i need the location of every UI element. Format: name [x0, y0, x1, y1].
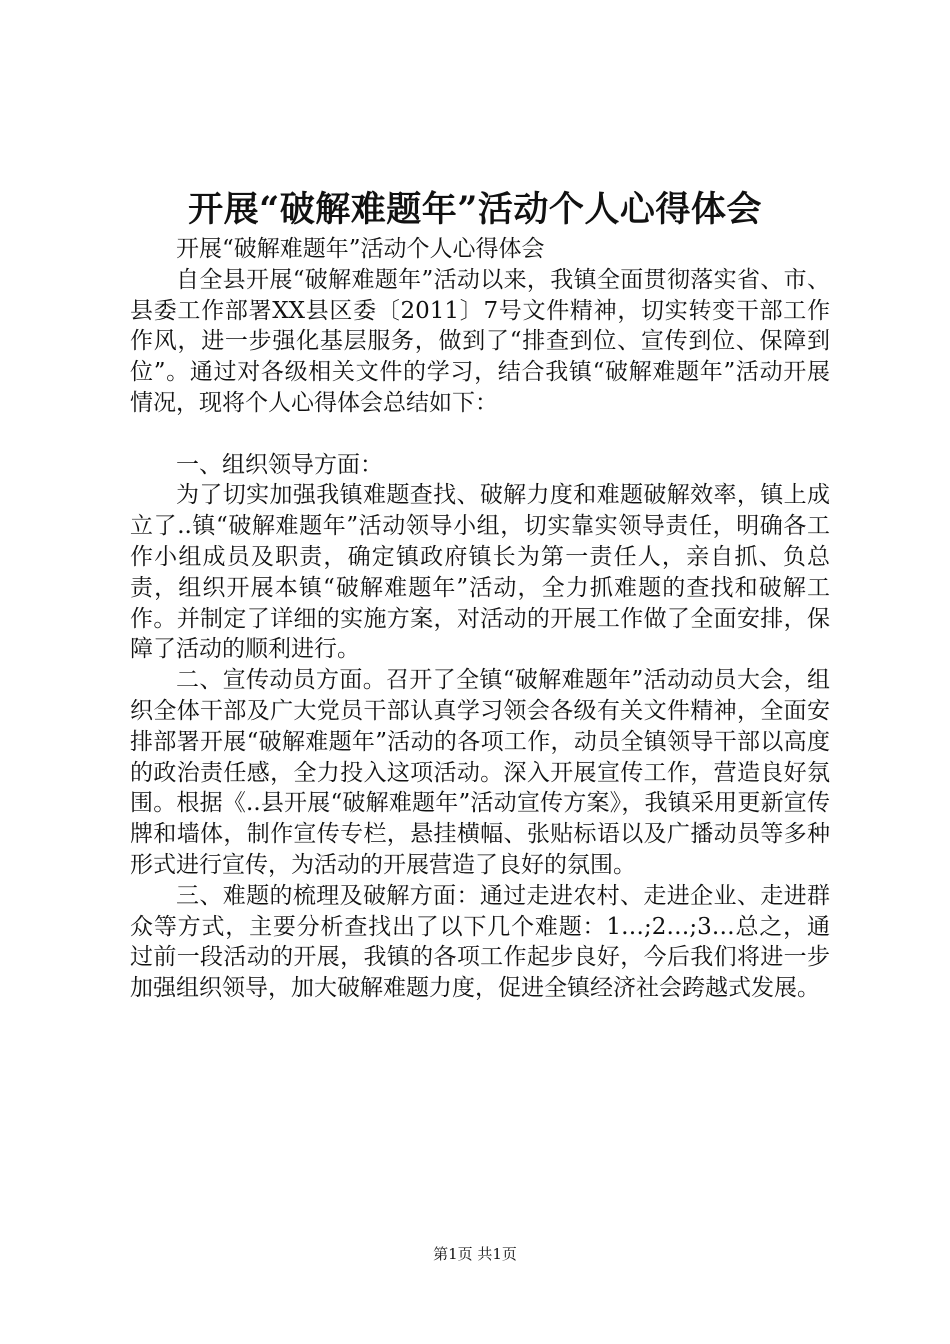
subtitle-line: 开展“破解难题年”活动个人心得体会 — [176, 236, 545, 262]
section-heading-organization: 一、组织领导方面： — [176, 451, 383, 478]
paragraph-intro: 自全县开展“破解难题年”活动以来，我镇全面贯彻落实省、市、县委工作部署XX县区委〔2011〕7号文件精神，切实转变干部工作作风，进一步强化基层服务，做到了“排查到位、宣传到位、保障到位”。通过对各级相关文件的学习，结合我镇“破解难题年”活动开展情况，现将个人心得体会总结如下： — [130, 266, 830, 416]
paragraph-gap — [130, 419, 830, 450]
paragraph-organization: 为了切实加强我镇难题查找、破解力度和难题破解效率，镇上成立了..镇“破解难题年”活动领导小组，切实靠实领导责任，明确各工作小组成员及职责，确定镇政府镇长为第一责任人，亲自抓、负总责，组织开展本镇“破解难题年”活动，全力抓难题的查找和破解工作。并制定了详细的实施方案，对活动的开展工作做了全面安排，保障了活动的顺利进行。 — [130, 482, 830, 663]
paragraph-publicity: 二、宣传动员方面。召开了全镇“破解难题年”活动动员大会，组织全体干部及广大党员干部认真学习领会各级有关文件精神，全面安排部署开展“破解难题年”活动的各项工作，动员全镇领导干部以高度的政治责任感，全力投入这项活动。深入开展宣传工作，营造良好氛围。根据《..县开展“破解难题年”活动宣传方案》，我镇采用更新宣传牌和墙体，制作宣传专栏，悬挂横幅、张贴标语以及广播动员等多种形式进行宣传，为活动的开展营造了良好的氛围。 — [130, 667, 830, 878]
document-title: 开展“破解难题年”活动个人心得体会 — [188, 189, 762, 230]
paragraph-problems: 三、难题的梳理及破解方面：通过走进农村、走进企业、走进群众等方式，主要分析查找出了以下几个难题：1…;2…;3…总之，通过前一段活动的开展，我镇的各项工作起步良好，今后我们将进一步加强组织领导，加大破解难题力度，促进全镇经济社会跨越式发展。 — [130, 882, 830, 1002]
document-body — [130, 234, 830, 1004]
page-number-footer: 第1页 共1页 — [433, 1245, 517, 1263]
